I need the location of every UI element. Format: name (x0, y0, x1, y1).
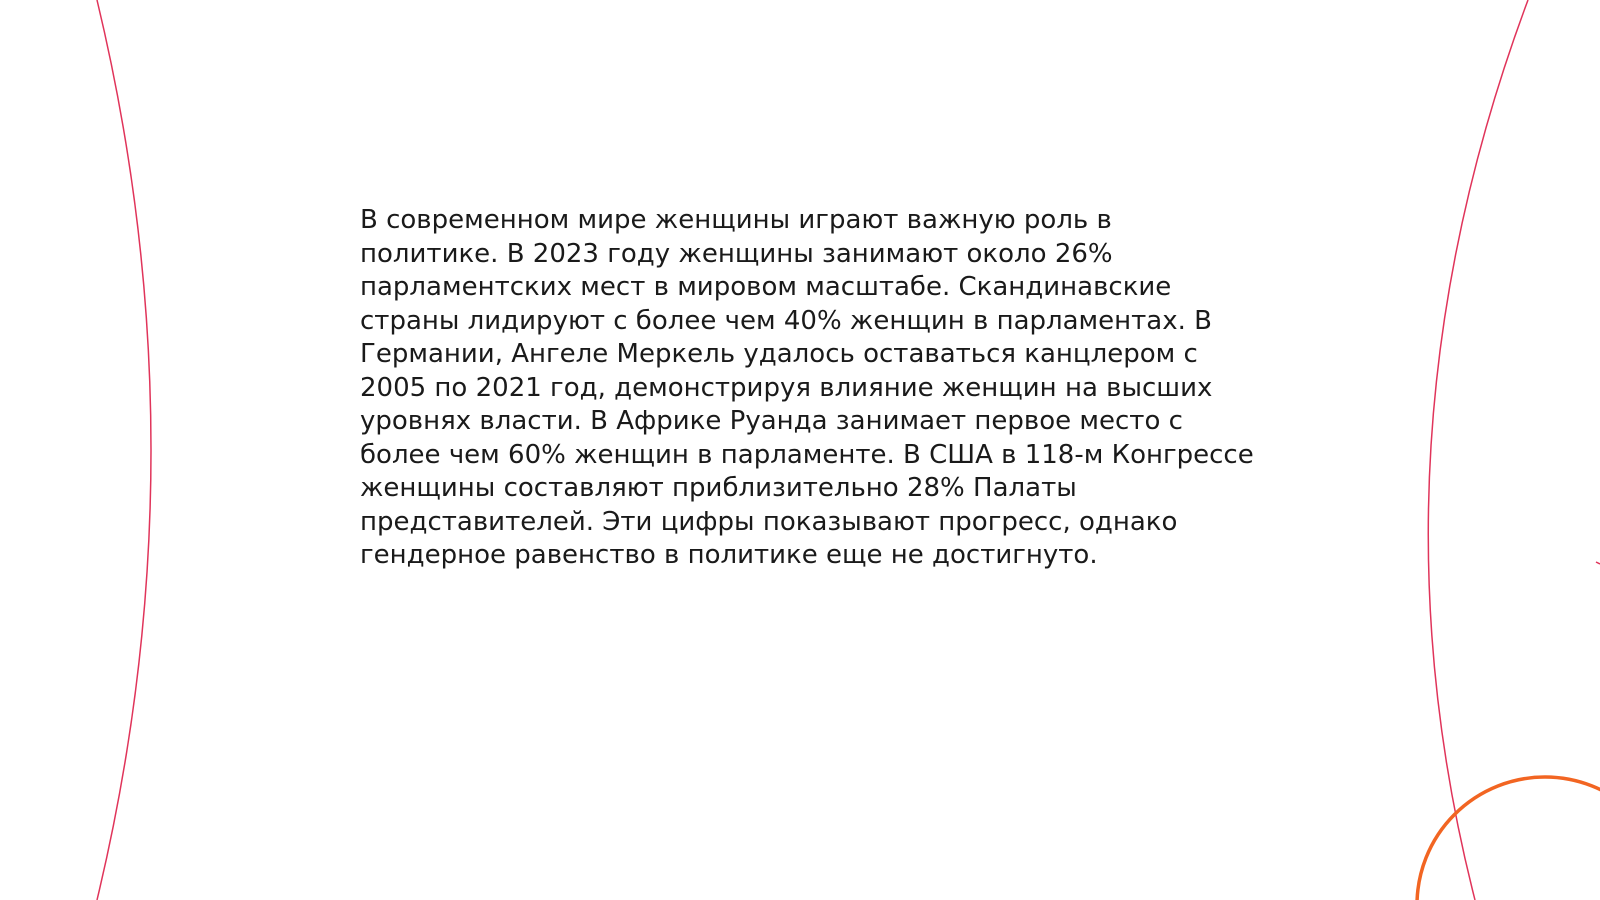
right-arc-line (1428, 0, 1528, 900)
body-text: В современном мире женщины играют важную роль в политике. В 2023 году женщины занимают около 26% парламентских мест в мировом масштабе. Скандинавские страны лидируют с более чем 40% женщин в парламентах. В Германии, Ангеле Меркель удалось оставаться канцлером с 2005 по 2021 год, демонстрируя влияние женщин на высших уровнях власти. В Африке Руанда занимает первое место с более чем 60% женщин в парламенте. В США в 118-м Конгрессе женщины составляют приблизительно 28% Палаты представителей. Эти цифры показывают прогресс, однако гендерное равенство в политике еще не достигнуто. (360, 205, 1254, 570)
orange-circle-arc (1417, 777, 1600, 900)
right-edge-mark (1596, 562, 1600, 564)
left-arc-line (97, 0, 151, 900)
